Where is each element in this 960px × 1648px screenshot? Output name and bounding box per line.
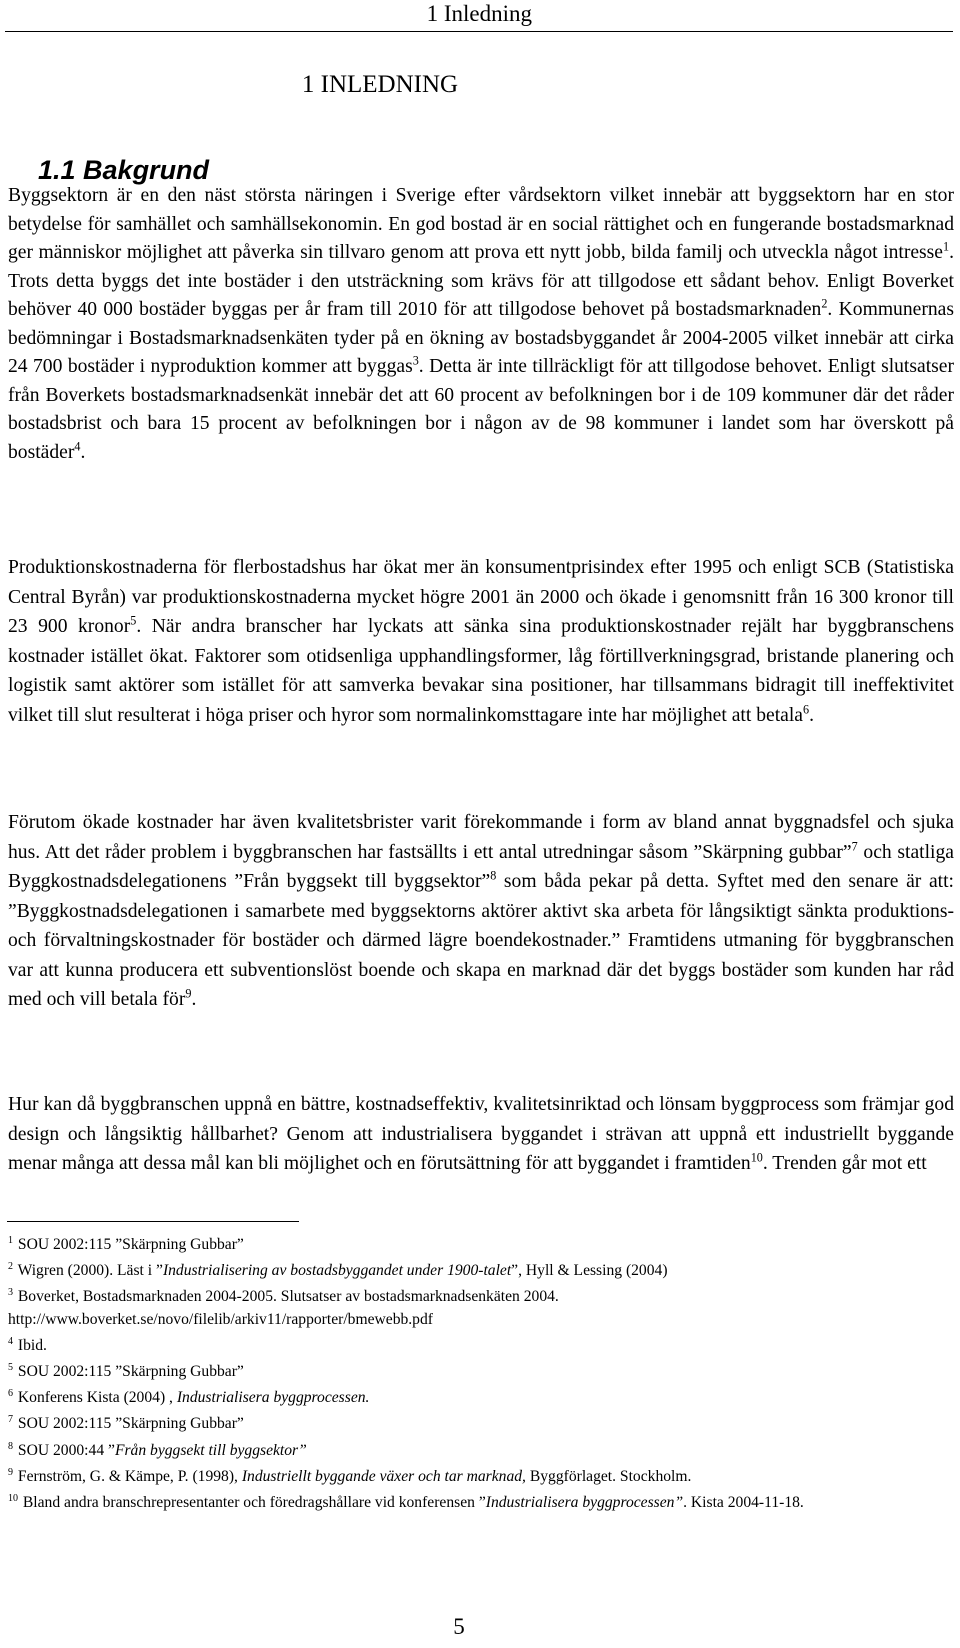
footnote-item [8,1383,948,1409]
footnote-text: Bland andra branschrepresentanter och föredragshållare vid konferensen ” [22,1494,486,1512]
body-paragraph-3 [8,808,954,1015]
page-number: 5 [453,1614,465,1639]
footnote-separator [7,1221,299,1222]
paragraph-text: . Kommunernas bedömningar i Bostadsmarknadsenkäten tyder på en ökning av bostadsbyggandet år 2004-2005 vilket innebär att cirka 24 700 bostäder i nyproduktion kommer att byggas [8,299,954,377]
footnotes [8,1230,948,1514]
footnote-number: 6 [8,1388,13,1400]
footnote-text: ”, Hyll & Lessing (2004) [511,1262,668,1280]
footnote-text: Wigren (2000). Läst i ” [17,1262,163,1280]
footnote-item [8,1331,948,1357]
footnote-text: Ibid. [17,1336,47,1354]
paragraph-text: . Detta är inte tillräckligt för att tillgodose behovet. Enligt slutsatser från Boverkets bostadsmarknadsenkät innebär det att 60 procent av befolkningen bor i de 109 kommuner där det råder bostadsbrist och bara 15 procent av befolkningen bor i någon av de 98 kommuner i landet som har överskott på bostäder [8,356,954,463]
footnote-number: 10 [8,1493,18,1505]
body-paragraph-1 [8,182,954,467]
footnote-text: SOU 2002:115 ”Skärpning Gubbar” [17,1415,244,1433]
footnote-ref: 10 [750,1150,763,1165]
footnote-ref: 2 [821,296,828,311]
footnote-title: Industrialisering av bostadsbyggandet under 1900-talet [162,1262,512,1280]
footnote-item [8,1488,948,1514]
chapter-title: 1 INLEDNING [301,71,459,98]
paragraph-text: . [80,441,86,463]
footnote-number: 5 [8,1362,13,1374]
footnote-item [8,1309,948,1331]
paragraph-text: och statliga Byggkostnadsdelegationens ”Från byggsekt till byggsektor” [8,841,954,892]
footnote-title: Industrialisera byggprocessen. [176,1389,370,1407]
paragraph-text: Förutom ökade kostnader har även kvalitetsbrister varit förekommande i form av bland annat byggnadsfel och sjuka hus. Att det råder problem i byggbranschen har fastsällts i ett antal utredningar såsom ”Skärpning gubbar” [8,812,954,863]
footnote-item [8,1230,948,1256]
paragraph-text: . [191,989,197,1010]
footnote-ref: 8 [490,868,497,883]
paragraph-text: som båda pekar på detta. Syftet med den senare är att: ”Byggkostnadsdelegationen i samarbete med byggsektorns aktörer aktivt ska arbeta för långsiktigt sänkta produktions- och förvaltningskostnader för bostäder och därmed lägre boendekostnader.” Framtidens utmaning för byggbranschen var att kunna producera ett subventionslöst boende och skapa en marknad där det byggs bostäder som kunden har råd med och vill betala för [8,871,954,1010]
footnote-ref: 7 [851,838,858,853]
section-title: 1.1 Bakgrund [38,155,210,185]
footnote-number: 7 [8,1414,13,1426]
footnote-text: Fernström, G. & Kämpe, P. (1998), [17,1467,242,1485]
footnote-title: Industrialisera byggprocessen” [485,1494,684,1512]
footnote-number: 9 [8,1466,13,1478]
footnote-ref: 9 [185,986,192,1001]
body-paragraph-2 [8,553,954,730]
footnote-number: 8 [8,1440,13,1452]
paragraph-text: Byggsektorn är en den näst största näringen i Sverige efter vårdsektorn vilket innebär att byggsektorn har en stor betydelse för samhället och samhällsekonomin. En god bostad är en social rättighet och en fungerande bostadsmarknad ger människor möjlighet att påverka sin tillvaro genom att prova ett nytt jobb, bilda familj och utveckla något intresse [8,185,954,263]
footnote-item [8,1282,948,1308]
footnote-text: . Kista 2004-11-18. [683,1494,804,1512]
paragraph-text: . [809,704,814,726]
paragraph-text: Hur kan då byggbranschen uppnå en bättre, kostnadseffektiv, kvalitetsinriktad och lönsam byggprocess som främjar god design och långsiktig hållbarhet? Genom att industrialisera byggandet i strävan att uppnå ett industriellt byggande menar många att dessa mål kan bli möjlighet och en förutsättning för att byggandet i framtiden [8,1094,954,1174]
footnote-text: http://www.boverket.se/novo/filelib/arkiv11/rapporter/bmewebb.pdf [8,1310,433,1328]
footnote-title: Industriellt byggande växer och tar marknad, [241,1467,526,1485]
footnote-number: 3 [8,1287,13,1299]
footnote-ref: 4 [74,438,81,453]
footnote-text: SOU 2000:44 ” [17,1441,115,1459]
footnote-text: Boverket, Bostadsmarknaden 2004-2005. Slutsatser av bostadsmarknadsenkäten 2004. [17,1288,559,1306]
body-paragraph-4 [8,1090,954,1179]
footnote-ref: 6 [802,701,810,716]
footnote-text: SOU 2002:115 ”Skärpning Gubbar” [17,1236,244,1253]
footnote-number: 4 [8,1335,13,1347]
footnote-item [8,1462,948,1488]
footnote-item [8,1357,948,1383]
header-rule [5,31,953,32]
paragraph-text: . Trots detta byggs det inte bostäder i den utsträckning som krävs för att tillgodose ett sådant behov. Enligt Boverket behöver 40 000 bostäder byggas per år fram till 2010 för att tillgodose behovet på bostadsmarknaden [8,242,954,320]
footnote-text: Byggförlaget. Stockholm. [525,1467,692,1485]
footnote-ref: 3 [412,353,419,368]
footnote-text: SOU 2002:115 ”Skärpning Gubbar” [17,1363,244,1381]
paragraph-text: . När andra branscher har lyckats att sänka sina produktionskostnader rejält har byggbranschens kostnader istället ökat. Faktorer som otidsenliga upphandlingsformer, låg förtillverkningsgrad, bristande planering och logistik samt aktörer som istället för att samverka bevakar sina positioner, har tillsammans bidragit till ineffektivitet vilket till slut resulterat i höga priser och hyror som normalinkomsttagare inte har möjlighet att betala [8,616,954,726]
footnote-ref: 5 [130,613,137,628]
footnote-number: 1 [8,1235,13,1246]
footnote-number: 2 [8,1261,13,1273]
footnote-title: Från byggsekt till byggsektor” [114,1441,307,1459]
footnote-text: Konferens Kista (2004) , [17,1389,177,1407]
running-header: 1 Inledning [426,1,532,26]
footnote-item [8,1436,948,1462]
paragraph-text: . Trenden går mot ett [762,1153,927,1174]
footnote-item [8,1256,948,1282]
footnote-ref: 1 [943,239,950,254]
footnote-item [8,1409,948,1435]
paragraph-text: Produktionskostnaderna för flerbostadshus har ökat mer än konsumentprisindex efter 1995 och enligt SCB (Statistiska Central Byrån) var produktionskostnaderna mycket högre 2001 än 2000 och ökade i genomsnitt från 16 300 kronor till 23 900 kronor [8,557,954,637]
